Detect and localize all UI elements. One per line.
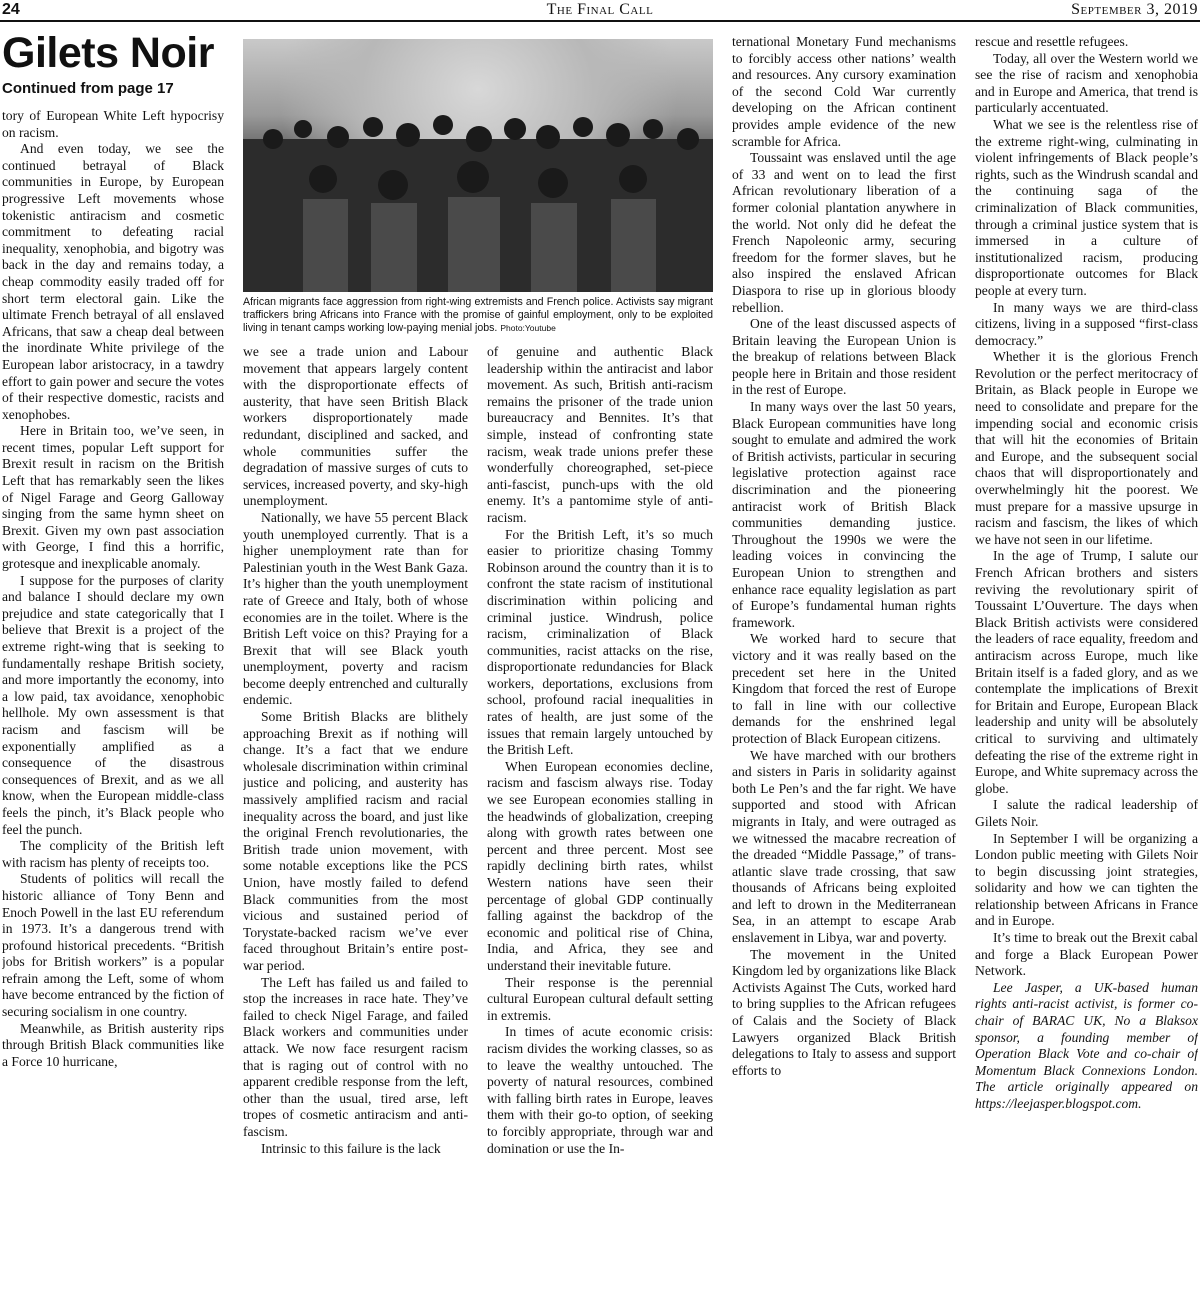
photo-caption	[243, 296, 713, 335]
paragraph: Nationally, we have 55 percent Black youth unemployed currently. That is a higher unemployment rate than for Palestinian youth in the West Bank Gaza. It’s higher than the youth unemployment rate of Greece and Italy, both of whose economies are in the toilet. Where is the British Left voice on this? Praying for a Brexit that will see Black youth unemployment, poverty and racism become deeply entrenched and culturally endemic.	[243, 509, 468, 708]
paragraph: Here in Britain too, we’ve seen, in recent times, popular Left support for Brexit result in racism on the British Left that has remarkably seen the likes of Nigel Farage and Georg Galloway singing from the same hymn sheet on Brexit. Given my own past association with George, I find this a horrific, grotesque and inexplicable anomaly.	[2, 423, 224, 572]
paragraph: In times of acute economic crisis: racism divides the working classes, so as to leave the wealthy untouched. The poverty of natural resources, combined with falling birth rates in Europe, leaves them with their go-to option, of seeking to forcibly appropriate, through war and domination or use the In-	[487, 1024, 713, 1156]
photo-credit: Photo:Youtube	[500, 323, 556, 333]
paragraph: In many ways over the last 50 years, Black European communities have long sought to emulate and admired the work of British activists, particular in securing legislative protection against race discrimination and the pioneering antiracist work of British Black communities demanding justice. Throughout the 1990s we were the leading voices in convincing the European Union to strengthen and enhance race equality legislation as part of Europe’s fundamental human rights framework.	[732, 399, 956, 630]
paragraph: We worked hard to secure that victory and it was really based on the precedent set here in the United Kingdom that forced the rest of Europe to fall in line with our collective demands for the enshrined legal protection of Black European citizens.	[732, 631, 956, 746]
paragraph: Whether it is the glorious French Revolution or the perfect meritocracy of Britain, as Black people in Europe we need to consolidate and prepare for the impending social and economic crisis that will hit the economies of Britain and Europe, and the subsequent social chaos that will disproportionately and overwhelmingly hit the poorest. We must prepare for a massive upsurge in racism and fascism, the likes of which we have not seen in our lifetime.	[975, 349, 1198, 547]
column-1	[2, 108, 224, 1298]
issue-date: September 3, 2019	[1071, 1, 1198, 18]
paragraph: One of the least discussed aspects of Britain leaving the European Union is the breakup of relations between Black people here in Britain and those resident in the rest of Europe.	[732, 316, 956, 398]
author-bio: Lee Jasper, a UK-based human rights anti-racist activist, is former co-chair of BARAC UK, No a Blaksox sponsor, a founding member of Operation Black Vote and co-chair of Momentum Black Connexions London. The article originally appeared on https://leejasper.blogspot.com.	[975, 979, 1198, 1111]
crowd-image	[243, 99, 713, 292]
paragraph: Their response is the perennial cultural European cultural default setting in extremis.	[487, 974, 713, 1023]
paragraph: Today, all over the Western world we see the rise of racism and xenophobia and in Europe and America, that trend is particularly accentuated.	[975, 50, 1198, 116]
paragraph: And even today, we see the continued betrayal of Black communities in Europe, by European progressive Left movements whose tokenistic antiracism and cosmetic commitment to defeating racial inequality, xenophobia, and bigotry was back in the day and remains today, a cheap commodity easily traded off for short term electoral gain. Like the ultimate French betrayal of all enslaved Africans, that saw a cheap deal between the inordinate White privilege of the European labor aristocracy, in a tawdry effort to gain power and secure the votes of their respective domestic, racists and xenophobes.	[2, 141, 224, 422]
column-3	[487, 344, 713, 1298]
paragraph: Toussaint was enslaved until the age of 33 and went on to lead the first African revolutionary liberation of a former colonial plantation anywhere in the world. Not only did he defeat the French Napoleonic army, securing freedom for the former slaves, but he also inspired the enslaved African Diaspora to rise up in glorious bloody rebellion.	[732, 150, 956, 315]
page-header	[0, 0, 1200, 22]
paragraph: The movement in the United Kingdom led by organizations like Black Activists Against The Cuts, worked hard to bring supplies to the African refugees of Calais and the Society of Black Lawyers organized Black British delegations to Italy to assess and support efforts to	[732, 946, 956, 1078]
paragraph: Some British Blacks are blithely approaching Brexit as if nothing will change. It’s a fact that we endure wholesale discrimination within criminal justice and policing, and austerity has massively amplified racism and racial inequality across the board, and just like the original French revolutionaries, the British trade union movement, with some notable exceptions like the PCS Union, have mostly failed to defend Black communities from the most vicious and sustained period of Torystate-backed racism we’ve ever faced throughout Britain’s entire post-war period.	[243, 709, 468, 973]
paragraph: Intrinsic to this failure is the lack	[261, 1140, 441, 1156]
paragraph: tory of European White Left hypocrisy on racism.	[2, 108, 224, 140]
paragraph: Students of politics will recall the historic alliance of Tony Benn and Enoch Powell in the last EU referendum in 1973. It’s a dangerous trend with profound historical precedents. “British jobs for British workers” is a popular refrain among the Left, some of whom have become entranced by the fiction of securing socialism in one country.	[2, 871, 224, 1020]
paragraph: of genuine and authentic Black leadership within the antiracist and labor movement. As such, British anti-racism remains the prisoner of the trade union bureaucracy and Bennites. It’s that simple, instead of confronting state racism, weak trade unions prefer these wonderfully choreographed, set-piece anti-fascist, punch-ups with the old enemy. It’s a pantomime style of anti-racism.	[487, 344, 713, 525]
paragraph: We have marched with our brothers and sisters in Paris in solidarity against both Le Pen’s and the far right. We have supported and stood with African migrants in Italy, and were outraged as we witnessed the macabre recreation of the dreaded “Middle Passage,” of trans-atlantic slave trade crossing, that saw thousands of Africans being exploited and left to drown in the Mediterranean Sea, in an attempt to escape Arab enslavement in Libya, war and poverty.	[732, 747, 956, 946]
paragraph: rescue and resettle refugees.	[975, 34, 1129, 49]
paragraph: The Left has failed us and failed to stop the increases in race hate. They’ve failed to check Nigel Farage, and failed Black workers and communities under attack. We now face resurgent racism that is raging out of control with no apparent credible response from the left, other than the usual, tired arse, left tropes of cosmetic antiracism and anti-fascism.	[243, 974, 468, 1139]
paragraph: I suppose for the purposes of clarity and balance I should declare my own prejudice and state categorically that I believe that Brexit is a project of the extreme right-wing that is seeking to fundamentally reshape British society, and more importantly the economy, into a low paid, tax avoidance, xenophobic hellhole. My own assessment is that racism and fascism will be exponentially amplified as a consequence of the disastrous consequences of Brexit, and as we all know, when the European middle-class feels the pinch, it’s Black people who feel the punch.	[2, 572, 224, 837]
column-2	[243, 344, 468, 1298]
paragraph: In September I will be organizing a London public meeting with Gilets Noir to begin discussing joint strategies, solidarity and how we can tighten the relationship between Africans in France and in Europe.	[975, 830, 1198, 929]
paragraph: ternational Monetary Fund mechanisms to forcibly access other nations’ wealth and resources. Any cursory examination of the second Cold War currently developing on the African continent provides ample evidence of the new scramble for Africa.	[732, 34, 956, 149]
caption-text: African migrants face aggression from right-wing extremists and French police. Activists say migrant traffickers bring Africans into France with the promise of gainful employment, only to be exploited living in tenant camps working low-paying menial jobs.	[243, 296, 713, 334]
news-photo	[243, 39, 713, 292]
paragraph: I salute the radical leadership of Gilets Noir.	[975, 797, 1198, 829]
paragraph: Meanwhile, as British austerity rips through British Black communities like a Force 10 hurricane,	[2, 1020, 224, 1069]
paragraph: In the age of Trump, I salute our French African brothers and sisters reviving the revolutionary spirit of Toussaint L’Ouverture. The days when Black British activists were considered the leaders of race equality, freedom and antiracism across Europe, much like Britain itself is a faded glory, and as we contemplate the implications of Brexit for Britain and Europe, European Black leadership and unity will be absolutely critical to surviving and ultimately defeating the rise of the extreme right in Europe, and White supremacy across the globe.	[975, 548, 1198, 796]
column-4	[732, 34, 956, 1298]
paragraph: In many ways we are third-class citizens, living in a supposed “first-class democracy.”	[975, 299, 1198, 348]
paragraph: For the British Left, it’s so much easier to prioritize chasing Tommy Robinson around the country than it is to confront the state racism of institutional discrimination within policing and criminal justice. Windrush, police racism, criminalization of Black communities, racist attacks on the rise, disproportionate redundancies for Black workers, deportations, exclusions from school, profound racial inequalities in rates of health, are just some of the issues that remain largely untouched by the British Left.	[487, 526, 713, 758]
article-title: Gilets Noir	[2, 29, 214, 77]
paragraph: When European economies decline, racism and fascism always rise. Today we see European economies stalling in the headwinds of globalization, creeping along with growth rates between one percent and three percent. Most see rapidly declining birth rates, whilst Western nations have seen their percentage of global GDP continually falling against the backdrop of the economic and political rise of China, India, and Africa, they see and understand their inevitable future.	[487, 758, 713, 973]
paragraph: It’s time to break out the Brexit cabal and forge a Black European Power Network.	[975, 930, 1198, 979]
publication-name: The Final Call	[546, 1, 654, 18]
page-number: 24	[2, 1, 20, 18]
column-5	[975, 34, 1198, 1298]
paragraph: we see a trade union and Labour movement that appears largely content with the disproportionate effects of austerity, that have seen British Black workers disproportionately made redundant, disciplined and sacked, and whole communities suffer the degradation of massive surges of cuts to services, increased poverty, and sky-high unemployment.	[243, 344, 468, 509]
paragraph: The complicity of the British left with racism has plenty of receipts too.	[2, 838, 224, 870]
paragraph: What we see is the relentless rise of the extreme right-wing, culminating in violent infringements of Black people’s rights, such as the Windrush scandal and the continuing saga of the criminalization of Black communities, through a criminal justice system that is immersed in a culture of institutionalized racism, producing disproportionate outcomes for Black people at every turn.	[975, 116, 1198, 298]
continued-from: Continued from page 17	[2, 80, 174, 97]
